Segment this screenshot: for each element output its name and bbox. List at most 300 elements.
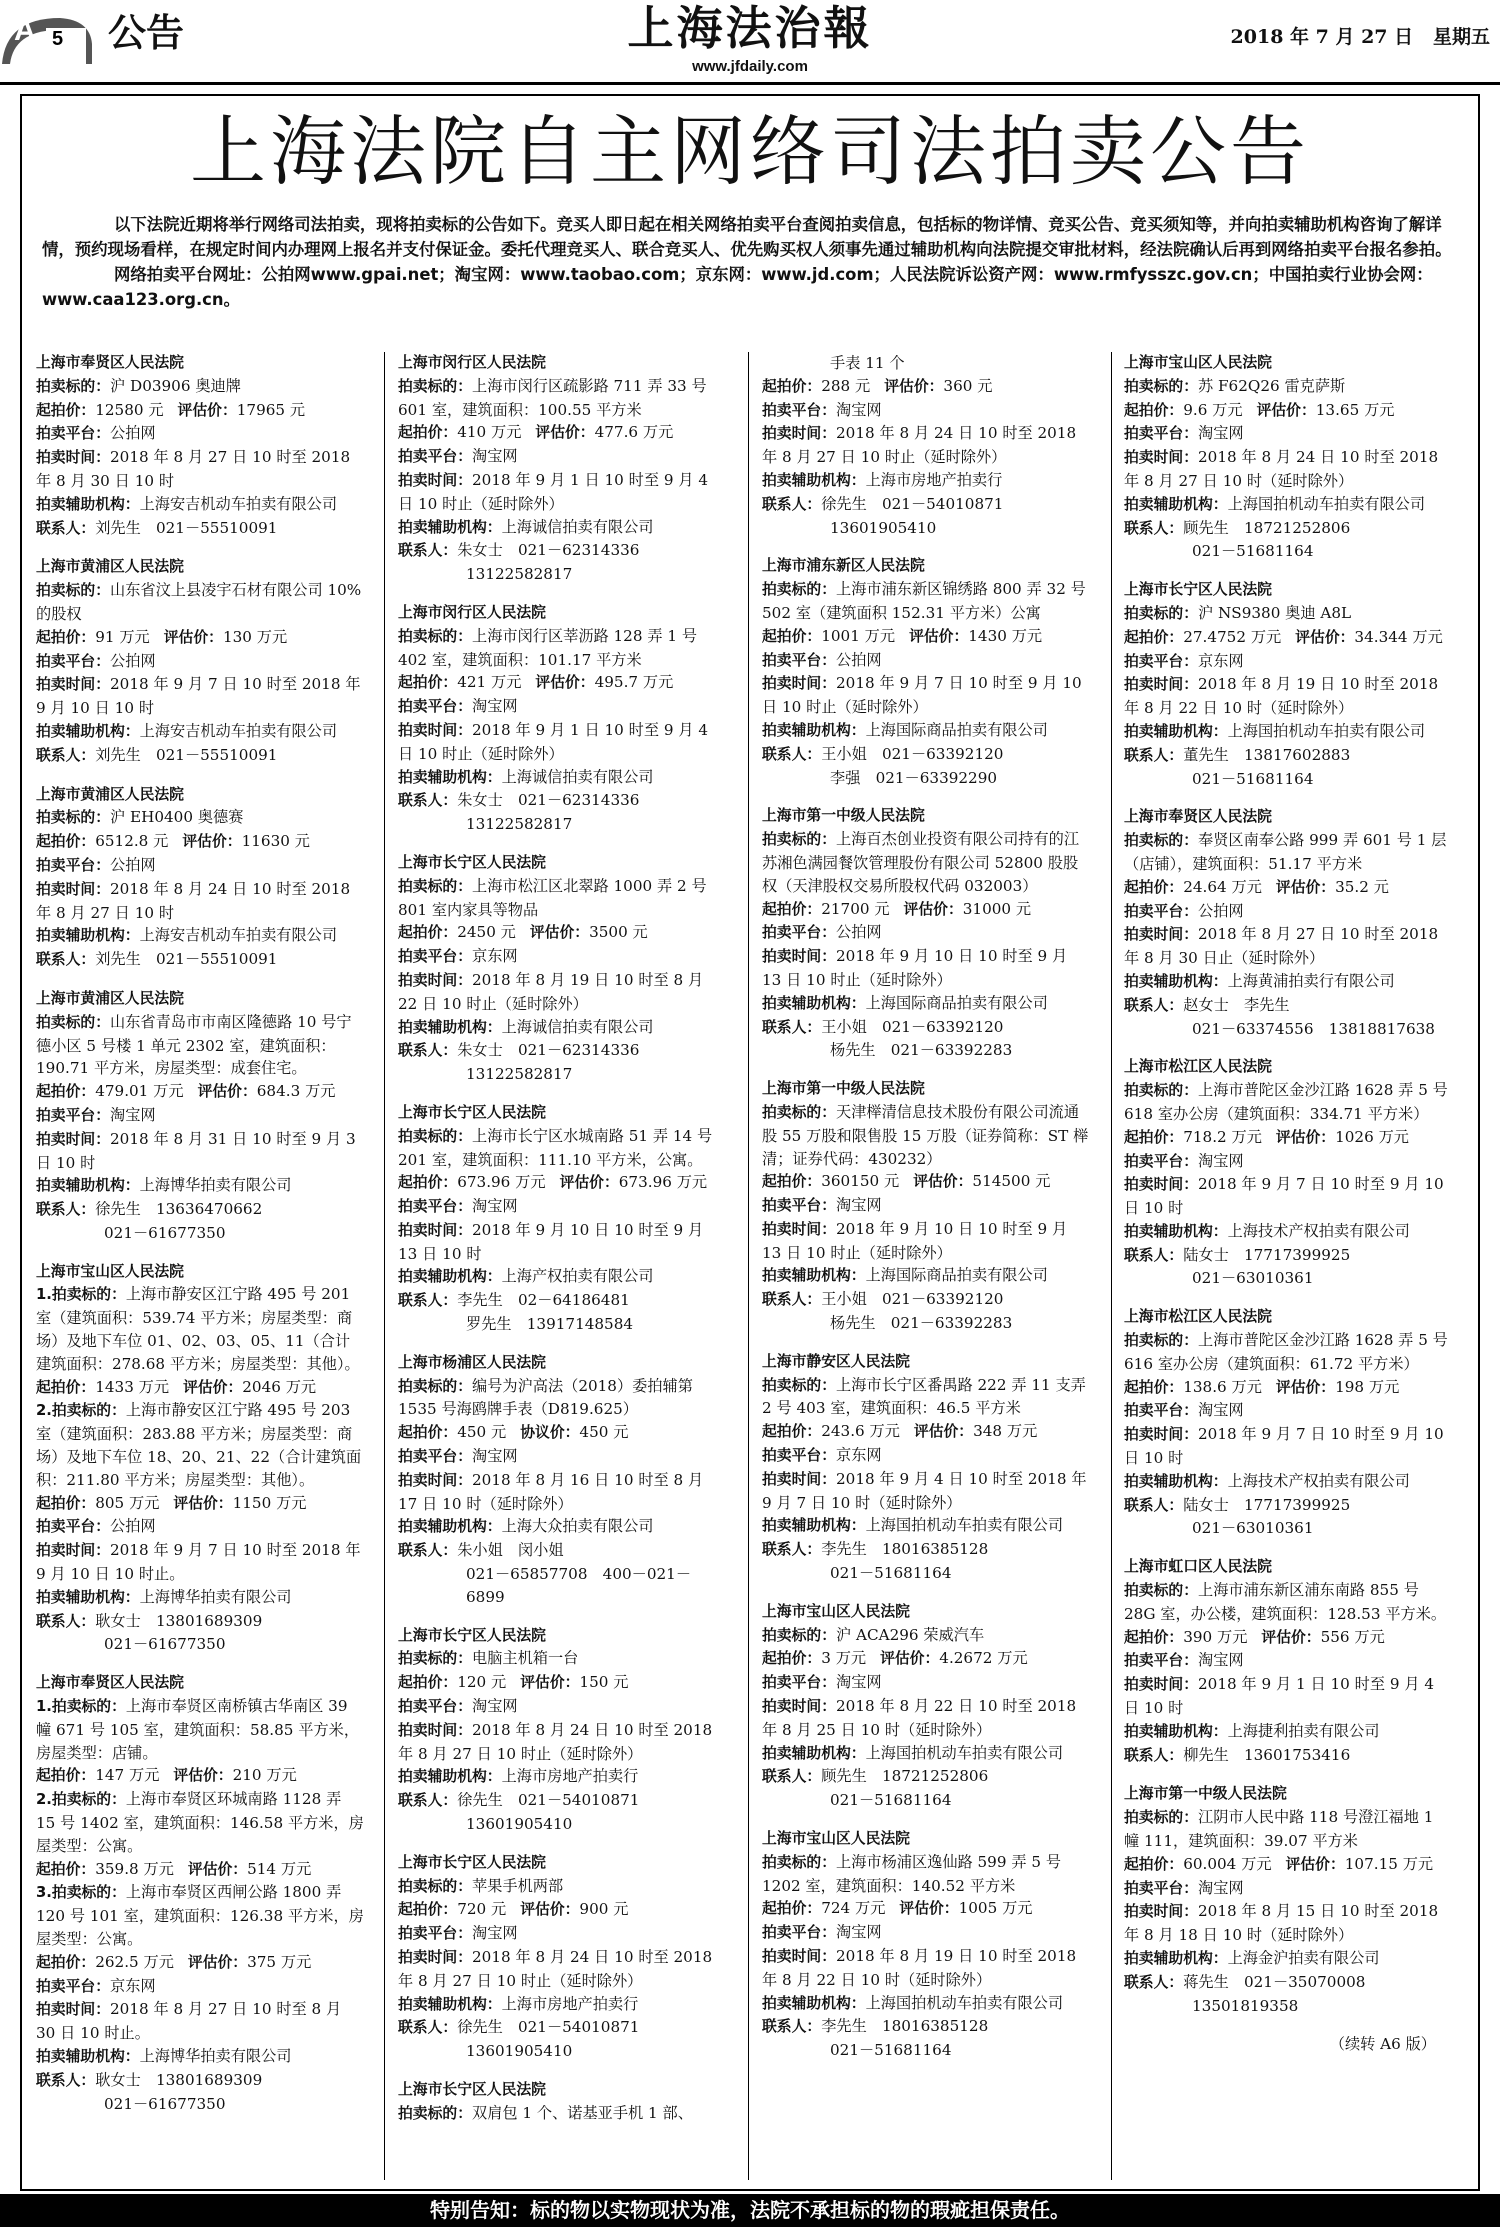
listing-line	[36, 1881, 364, 1950]
field-label: 评估价：	[884, 377, 944, 395]
listing-line	[1124, 1649, 1452, 1673]
field-label: 拍卖辅助机构：	[762, 1744, 866, 1762]
listing-line	[398, 671, 726, 695]
field-value: 沪 NS9380 奥迪 A8L	[1198, 603, 1352, 622]
field-label: 拍卖时间：	[36, 676, 110, 694]
column-divider	[384, 352, 385, 2180]
listing-line	[398, 1647, 726, 1671]
field-label: 联系人：	[1124, 519, 1184, 537]
field-label: 拍卖标的：	[36, 377, 110, 395]
field-value: 京东网	[836, 1446, 882, 1465]
field-label: 拍卖辅助机构：	[36, 927, 140, 945]
listing-line	[398, 1063, 726, 1086]
listing-line	[36, 375, 364, 399]
field-value: 2018 年 9 月 7 日 10 时至 9 月 10 日 10 时止（延时除外）	[762, 674, 1082, 717]
field-label: 起拍价：	[36, 401, 96, 419]
listing-line	[1124, 1173, 1452, 1220]
auction-listing	[1124, 579, 1452, 790]
listing-line	[762, 1312, 1090, 1335]
court-name: 上海市松江区人民法院	[1124, 1058, 1272, 1076]
listing-line	[1124, 1220, 1452, 1244]
field-value: 495.7 万元	[594, 673, 674, 692]
listing-line	[36, 744, 364, 768]
field-label: 评估价：	[1285, 1855, 1345, 1873]
court-name: 上海市宝山区人民法院	[762, 1602, 910, 1620]
field-label: 拍卖平台：	[1124, 1879, 1198, 1897]
field-label: 评估价：	[173, 1767, 233, 1785]
field-label: 评估价：	[1275, 1128, 1336, 1146]
field-label: 拍卖平台：	[36, 425, 110, 443]
field-label: 拍卖平台：	[398, 698, 472, 716]
field-value: 3500 元	[589, 923, 648, 942]
court-name: 上海市浦东新区人民法院	[762, 557, 925, 575]
listing-line	[762, 1538, 1090, 1562]
field-label: 拍卖平台：	[1124, 1652, 1198, 1670]
listing-line	[762, 828, 1090, 897]
listing-line	[36, 2045, 364, 2069]
field-value: 410 万元	[457, 423, 522, 442]
listing-line	[36, 673, 364, 720]
listing-line	[398, 445, 726, 469]
listing-line	[762, 422, 1090, 469]
field-value: 130 万元	[222, 627, 288, 646]
field-label: 起拍价：	[398, 1674, 458, 1692]
listing-line	[1124, 375, 1452, 399]
field-label: 拍卖平台：	[398, 448, 472, 466]
field-value: 477.6 万元	[594, 423, 674, 442]
field-label: 拍卖时间：	[1124, 1426, 1198, 1444]
field-label: 拍卖平台：	[36, 1518, 110, 1536]
listing-line	[398, 1421, 726, 1445]
listing-line	[36, 1515, 364, 1539]
field-value: 公拍网	[110, 1517, 156, 1536]
field-label: 评估价：	[899, 1900, 959, 1918]
court-name: 上海市宝山区人民法院	[1124, 354, 1272, 371]
listing-line	[1124, 1971, 1452, 1995]
field-value: 上海市奉贤区西闸公路 1800 弄 120 号 101 室，建筑面积：126.38 平方米，房屋类型：公寓。	[36, 1883, 364, 1948]
listing-line	[398, 1313, 726, 1336]
listing-line	[1124, 1470, 1452, 1494]
field-label: 拍卖标的：	[398, 877, 472, 895]
listing-line	[1124, 994, 1452, 1018]
listing-line	[398, 1125, 726, 1172]
auction-listing	[1124, 352, 1452, 563]
field-label: 起拍价：	[1124, 1855, 1184, 1873]
field-value: 陆女士 17717399925	[1183, 1495, 1351, 1514]
field-value: 107.15 万元	[1344, 1854, 1434, 1873]
listing-line	[1124, 1806, 1452, 1853]
field-value: 6512.8 元	[95, 832, 169, 851]
field-value: 13.65 万元	[1315, 400, 1395, 419]
field-label: 评估价：	[187, 1953, 248, 1971]
field-label: 2.拍卖标的：	[36, 1791, 126, 1809]
field-value: 手表 11 个	[830, 354, 905, 372]
field-label: 拍卖时间：	[36, 880, 110, 898]
field-label: 起拍价：	[36, 1953, 96, 1971]
field-value: 359.8 万元	[95, 1859, 174, 1878]
field-value: 徐先生 021－54010871	[457, 2018, 640, 2037]
field-value: 1150 万元	[232, 1493, 307, 1512]
field-value: 2018 年 8 月 19 日 10 时至 2018 年 8 月 22 日 10 时（延时除外）	[762, 1947, 1077, 1989]
listing-line	[1124, 493, 1452, 517]
listing-line	[398, 1875, 726, 1899]
field-label: 拍卖时间：	[762, 675, 836, 693]
field-value: 2018 年 8 月 19 日 10 时至 2018 年 8 月 22 日 10 时（延时除外）	[1124, 675, 1439, 718]
field-value: 1001 万元	[821, 626, 896, 645]
website-url[interactable]: www.jfdaily.com	[692, 58, 808, 75]
section-letter: A	[14, 14, 36, 47]
auction-listing	[762, 1351, 1090, 1585]
field-label: 拍卖辅助机构：	[762, 1267, 866, 1285]
listing-line	[36, 854, 364, 878]
field-label: 拍卖辅助机构：	[36, 2047, 140, 2065]
listing-line	[36, 806, 364, 830]
field-value: 上海捷利拍卖有限公司	[1227, 1721, 1380, 1740]
listing-line	[398, 1039, 726, 1063]
field-value: 514 万元	[247, 1859, 312, 1878]
listing-line	[762, 1420, 1090, 1444]
listing-line	[1124, 1579, 1452, 1626]
field-value: 91 万元	[95, 627, 150, 646]
listing-line	[1124, 540, 1452, 563]
field-value: 421 万元	[457, 673, 522, 692]
field-value: 13601905410	[466, 1815, 573, 1834]
listing-line	[1124, 1244, 1452, 1268]
field-value: 淘宝网	[1198, 1651, 1244, 1670]
field-label: 拍卖时间：	[36, 2001, 110, 2019]
field-label: 拍卖平台：	[1124, 1402, 1198, 1420]
field-value: 2018 年 9 月 7 日 10 时至 9 月 10 日 10 时	[1124, 1175, 1444, 1218]
field-value: 2018 年 9 月 7 日 10 时至 9 月 10 日 10 时	[1124, 1425, 1444, 1468]
field-value: 公拍网	[110, 651, 156, 670]
field-value: 淘宝网	[836, 400, 882, 419]
field-value: 2018 年 9 月 7 日 10 时至 2018 年 9 月 10 日 10 时	[36, 675, 361, 718]
listing-line	[762, 1992, 1090, 2016]
field-label: 拍卖时间：	[1124, 1903, 1198, 1921]
listing-line	[762, 1444, 1090, 1468]
auction-listing	[1124, 1056, 1452, 1290]
auction-listing	[398, 1352, 726, 1609]
listing-line	[1124, 1079, 1452, 1126]
field-label: 拍卖平台：	[398, 1698, 472, 1716]
field-value: 上海安吉机动车拍卖有限公司	[139, 494, 338, 513]
field-value: 上海市长宁区水城南路 51 弄 14 号 201 室，建筑面积：111.10 平方米，公寓。	[398, 1126, 713, 1169]
listing-line	[762, 1695, 1090, 1742]
listing-line	[36, 2093, 364, 2116]
listing-line	[1124, 876, 1452, 900]
field-label: 拍卖标的：	[762, 1376, 836, 1394]
field-value: 王小姐 021－63392120	[821, 1017, 1004, 1036]
listing-line	[762, 1016, 1090, 1040]
listing-line	[398, 421, 726, 445]
field-label: 拍卖时间：	[762, 948, 836, 966]
listing-line	[762, 945, 1090, 992]
field-value: 李先生 18016385128	[821, 1540, 989, 1559]
field-value: 上海市奉贤区南桥镇古华南区 39 幢 671 号 105 室，建筑面积：58.85 平方米，房屋类型：店铺。	[36, 1697, 360, 1762]
field-value: 李先生 18016385128	[821, 2017, 989, 2036]
listing-line	[36, 1610, 364, 1634]
field-label: 拍卖时间：	[398, 1221, 472, 1239]
field-value: 11630 元	[241, 832, 310, 851]
listing-line	[762, 1921, 1090, 1945]
field-label: 联系人：	[398, 1042, 458, 1060]
listing-line	[762, 1789, 1090, 1812]
field-value: 公拍网	[110, 855, 156, 874]
field-label: 拍卖时间：	[398, 971, 472, 989]
field-value: 021－61677350	[104, 1635, 226, 1654]
field-label: 拍卖时间：	[762, 1220, 836, 1238]
field-value: 34.344 万元	[1354, 627, 1443, 646]
field-value: 13601905410	[466, 2042, 573, 2061]
court-name: 上海市松江区人民法院	[1124, 1308, 1272, 1326]
field-value: 2018 年 9 月 10 日 10 时至 9 月 13 日 10 时止（延时除外）	[762, 1219, 1068, 1262]
listing-line	[398, 1695, 726, 1719]
listing-line	[36, 579, 364, 626]
field-value: 朱女士 021－62314336	[457, 541, 640, 560]
field-value: 上海国拍机动车拍卖有限公司	[865, 1993, 1064, 2012]
field-value: 蒋先生 021－35070008	[1183, 1972, 1366, 1991]
field-value: 李强 021－63392290	[830, 768, 998, 787]
masthead-logo: 上海法治報	[627, 1, 873, 55]
listing-line	[398, 875, 726, 922]
field-label: 拍卖时间：	[762, 1470, 836, 1488]
field-label: 拍卖辅助机构：	[36, 495, 140, 513]
field-value: 朱小姐 闵小姐	[457, 1541, 564, 1560]
continued-note: （续转 A6 版）	[1329, 2035, 1436, 2054]
field-label: 联系人：	[762, 2018, 822, 2036]
field-label: 拍卖时间：	[398, 1949, 472, 1966]
listing-line	[36, 1586, 364, 1610]
field-value: 徐先生 13636470662	[95, 1200, 263, 1219]
column-2	[398, 352, 726, 2187]
field-label: 拍卖时间：	[1124, 1676, 1198, 1694]
auction-listing	[762, 352, 1090, 539]
field-value: 13122582817	[466, 1065, 573, 1084]
field-value: 138.6 万元	[1183, 1377, 1262, 1396]
field-label: 拍卖标的：	[1124, 377, 1198, 395]
listing-line	[1124, 900, 1452, 924]
court-name: 上海市奉贤区人民法院	[1124, 808, 1272, 826]
field-value: 淘宝网	[836, 1923, 882, 1942]
field-value: 上海诚信拍卖有限公司	[501, 1017, 654, 1036]
field-label: 联系人：	[36, 951, 96, 969]
court-name: 上海市黄浦区人民法院	[36, 558, 184, 576]
field-value: 2018 年 8 月 16 日 10 时至 8 月 17 日 10 时（延时除外）	[398, 1470, 704, 1513]
field-label: 联系人：	[1124, 1496, 1184, 1514]
header-rule	[0, 82, 1500, 85]
listing-line	[36, 1764, 364, 1788]
listing-line	[36, 422, 364, 446]
listing-line	[1124, 1995, 1452, 2018]
field-value: 514500 元	[972, 1172, 1051, 1191]
court-name: 上海市奉贤区人民法院	[36, 1674, 184, 1692]
listing-line	[1124, 1423, 1452, 1470]
listing-line	[762, 625, 1090, 649]
listing-line	[398, 1289, 726, 1313]
field-value: 2018 年 8 月 15 日 10 时至 2018 年 8 月 18 日 10 时（延时除外）	[1124, 1902, 1439, 1945]
field-label: 起拍价：	[762, 627, 822, 645]
field-value: 2018 年 8 月 27 日 10 时至 8 月 30 日 10 时止。	[36, 2000, 342, 2043]
listing-line	[1124, 1877, 1452, 1901]
field-label: 评估价：	[163, 628, 223, 646]
field-label: 联系人：	[1124, 1746, 1184, 1764]
field-value: 2018 年 9 月 1 日 10 时至 9 月 4 日 10 时止（延时除外）	[398, 720, 709, 763]
listing-line	[1124, 1376, 1452, 1400]
field-label: 拍卖辅助机构：	[762, 471, 866, 489]
field-value: 奉贤区南奉公路 999 弄 601 号 1 层（店铺），建筑面积：51.17 平方米	[1124, 831, 1447, 873]
listing-line	[1124, 970, 1452, 994]
court-name: 上海市闵行区人民法院	[398, 603, 546, 621]
field-label: 评估价：	[173, 1494, 233, 1512]
listing-line	[1124, 744, 1452, 768]
field-label: 拍卖时间：	[1124, 926, 1198, 944]
field-value: 杨先生 021－63392283	[830, 1314, 1013, 1333]
issue-date: 2018 年 7 月 27 日 星期五	[1230, 26, 1490, 48]
field-value: 021－65857708 400－021－6899	[466, 1565, 692, 1606]
auction-listing	[762, 555, 1090, 789]
field-label: 联系人：	[398, 542, 458, 560]
field-label: 起拍价：	[36, 1767, 96, 1785]
field-value: 021－63010361	[1192, 1519, 1314, 1538]
field-label: 拍卖标的：	[1124, 1332, 1198, 1350]
court-name: 上海市第一中级人民法院	[1124, 1785, 1287, 1803]
listing-line	[398, 1993, 726, 2017]
field-value: 朱女士 021－62314336	[457, 791, 640, 810]
field-label: 2.拍卖标的：	[36, 1402, 126, 1420]
court-name: 上海市长宁区人民法院	[398, 2080, 546, 2098]
listing-line	[762, 1218, 1090, 1265]
listing-line	[398, 695, 726, 719]
field-label: 起拍价：	[398, 674, 458, 692]
intro-paragraph: 以下法院近期将举行网络司法拍卖，现将拍卖标的公告如下。竞买人即日起在相关网络拍卖平台查阅拍卖信息，包括标的物详情、竞买公告、竞买须知等，并向拍卖辅助机构咨询了解详情，预约现场看样，在规定时间内办理网上报名并支付保证金。委托代理竞买人、联合竞买人、优先购买权人须事先通过辅助机构向法院提交审批材料，经法院确认后再到网络拍卖平台报名参拍。	[42, 215, 1452, 259]
field-label: 拍卖辅助机构：	[398, 768, 502, 786]
field-label: 拍卖标的：	[398, 627, 472, 645]
field-value: 27.4752 万元	[1183, 627, 1282, 646]
listing-line	[762, 2039, 1090, 2062]
intro-text	[42, 212, 1462, 312]
field-label: 拍卖标的：	[398, 1650, 472, 1668]
field-value: 上海国拍机动车拍卖有限公司	[1227, 721, 1426, 740]
field-label: 拍卖标的：	[36, 809, 110, 827]
listing-line	[762, 1039, 1090, 1062]
listing-line	[1124, 768, 1452, 791]
field-value: 上海国拍机动车拍卖有限公司	[865, 1743, 1064, 1762]
field-label: 拍卖平台：	[36, 1977, 110, 1995]
field-value: 360 元	[943, 376, 993, 395]
field-label: 拍卖平台：	[762, 1674, 836, 1692]
field-value: 450 元	[579, 1423, 629, 1442]
listing-line	[398, 1375, 726, 1422]
field-value: 淘宝网	[472, 697, 518, 716]
field-value: 赵女士 李先生	[1183, 995, 1290, 1014]
listing-line	[398, 921, 726, 945]
field-label: 拍卖平台：	[398, 948, 472, 966]
listing-line	[398, 1219, 726, 1266]
field-value: 2018 年 9 月 1 日 10 时至 9 月 4 日 10 时	[1124, 1675, 1435, 1718]
field-value: 262.5 万元	[95, 1952, 174, 1971]
listing-line	[1124, 1947, 1452, 1971]
listing-line	[1124, 1494, 1452, 1518]
field-value: 上海市杨浦区逸仙路 599 弄 5 号 1202 室，建筑面积：140.52 平方米	[762, 1852, 1062, 1895]
field-label: 起拍价：	[1124, 401, 1184, 419]
field-value: 耿女士 13801689309	[95, 1611, 263, 1630]
listing-line	[36, 1198, 364, 1222]
field-label: 拍卖时间：	[36, 1130, 110, 1148]
field-label: 评估价：	[535, 424, 595, 442]
field-label: 评估价：	[520, 1674, 580, 1692]
field-label: 1.拍卖标的：	[36, 1286, 126, 1304]
field-label: 拍卖辅助机构：	[398, 1768, 502, 1786]
listing-line	[398, 945, 726, 969]
field-value: 刘先生 021－55510091	[95, 950, 278, 969]
field-value: 021－51681164	[830, 2041, 952, 2060]
field-value: 朱女士 021－62314336	[457, 1041, 640, 1060]
field-value: 公拍网	[110, 424, 156, 443]
listing-line	[762, 1264, 1090, 1288]
field-value: 罗先生 13917148584	[466, 1315, 634, 1334]
field-label: 拍卖辅助机构：	[36, 1588, 140, 1606]
listing-line	[398, 625, 726, 672]
field-value: 京东网	[472, 947, 518, 966]
field-value: 360150 元	[821, 1172, 900, 1191]
listing-line	[1124, 1673, 1452, 1720]
field-label: 拍卖平台：	[36, 1106, 110, 1124]
field-value: 上海市房地产拍卖行	[501, 1994, 639, 2013]
listing-line	[398, 766, 726, 790]
field-label: 拍卖标的：	[398, 1127, 472, 1145]
court-name: 上海市静安区人民法院	[762, 1352, 910, 1370]
field-label: 起拍价：	[36, 1083, 96, 1101]
field-label: 联系人：	[1124, 1246, 1184, 1264]
field-label: 拍卖时间：	[762, 1948, 836, 1965]
field-value: 2018 年 8 月 24 日 10 时至 2018 年 8 月 27 日 10 时止（延时除外）	[398, 1720, 713, 1763]
field-label: 评估价：	[909, 627, 969, 645]
field-value: 805 万元	[95, 1493, 160, 1512]
auction-listing	[398, 852, 726, 1086]
listing-line	[398, 1563, 726, 1609]
field-value: 淘宝网	[1198, 424, 1244, 443]
field-label: 拍卖辅助机构：	[1124, 1950, 1228, 1967]
field-value: 718.2 万元	[1183, 1127, 1262, 1146]
field-label: 起拍价：	[1124, 1128, 1184, 1146]
field-value: 上海安吉机动车拍卖有限公司	[139, 926, 338, 945]
field-label: 评估价：	[559, 1174, 619, 1192]
listing-line	[36, 626, 364, 650]
field-label: 评估价：	[177, 401, 237, 419]
field-value: 13122582817	[466, 565, 573, 584]
listing-line	[36, 2069, 364, 2093]
auction-listing	[1124, 806, 1452, 1040]
listing-line	[398, 375, 726, 422]
field-label: 拍卖辅助机构：	[1124, 1472, 1228, 1490]
field-label: 拍卖辅助机构：	[36, 1177, 140, 1195]
field-label: 联系人：	[36, 2071, 96, 2089]
listing-line	[762, 921, 1090, 945]
field-value: 2018 年 8 月 31 日 10 时至 9 月 3 日 10 时	[36, 1129, 356, 1172]
field-label: 拍卖标的：	[1124, 1082, 1198, 1100]
listing-line	[36, 948, 364, 972]
field-value: 上海技术产权拍卖有限公司	[1227, 1221, 1410, 1240]
field-label: 拍卖标的：	[1124, 1582, 1198, 1600]
field-value: 上海市奉贤区环城南路 1128 弄 15 号 1402 室，建筑面积：146.58 平方米，房屋类型：公寓。	[36, 1790, 364, 1855]
field-value: 淘宝网	[472, 447, 518, 466]
field-label: 联系人：	[36, 1201, 96, 1219]
field-label: 起拍价：	[36, 833, 96, 851]
court-name: 上海市闵行区人民法院	[398, 354, 546, 371]
field-value: 王小姐 021－63392120	[821, 744, 1004, 763]
field-value: 陆女士 17717399925	[1183, 1245, 1351, 1264]
field-label: 联系人：	[1124, 746, 1184, 764]
